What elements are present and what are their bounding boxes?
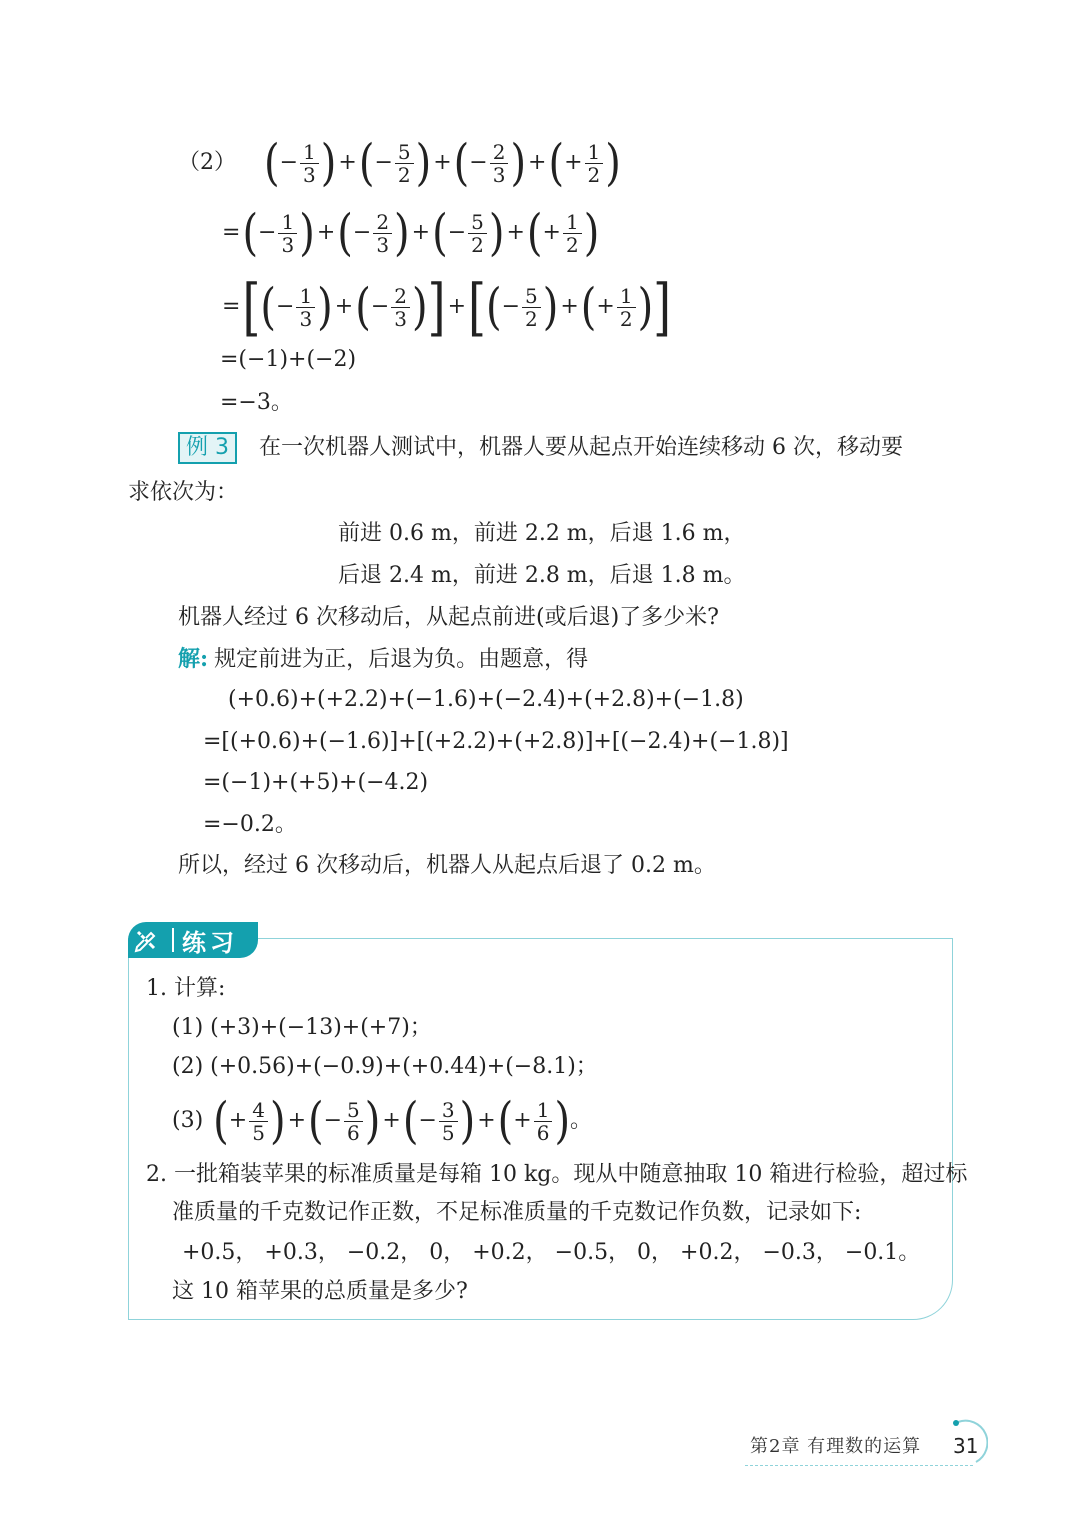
exercise-header — [128, 922, 258, 958]
fraction: $\frac{2}{3}$ — [373, 211, 392, 256]
exercise-title: 练习 — [182, 928, 238, 957]
solution-intro: 解: 规定前进为正，后退为负。由题意，得 — [178, 646, 589, 672]
example3-conclusion: 所以，经过 6 次移动后，机器人从起点后退了 0.2 m。 — [178, 853, 716, 878]
exercise-q2-c: 这 10 箱苹果的总质量是多少? — [172, 1279, 468, 1304]
part2-line1: （2） ( − $\frac{1}{3}$ ) + ( − $\frac{5}{2}$ ) + ( − $\frac{2}{3}$ ) + ( + $\frac{1}{2}$ ) — [178, 134, 621, 192]
fraction: $\frac{3}{5}$ — [439, 1099, 458, 1144]
fraction: $\frac{5}{2}$ — [522, 285, 541, 330]
fraction: $\frac{1}{2}$ — [585, 141, 604, 186]
fraction: $\frac{4}{5}$ — [249, 1099, 268, 1144]
chapter-title: 第2章 有理数的运算 — [750, 1436, 922, 1457]
example-tag: 例 3 — [178, 432, 237, 464]
exercise-q2-data: +0.5， +0.3， −0.2， 0， +0.2， −0.5， 0， +0.2， −0.3， −0.1。 — [182, 1240, 921, 1265]
part2-line4: =(−1)+(−2) — [220, 347, 357, 372]
fraction: $\frac{2}{3}$ — [490, 141, 509, 186]
calc-line3: =(−1)+(+5)+(−4.2) — [203, 770, 429, 795]
calc-line4: =−0.2。 — [203, 812, 297, 837]
exercise-q1-1: (1) (+3)+(−13)+(+7)； — [172, 1015, 432, 1040]
pencil-ruler-icon — [128, 922, 164, 958]
calc-line1: (+0.6)+(+2.2)+(−1.6)+(−2.4)+(+2.8)+(−1.8) — [228, 687, 744, 712]
part2-line3: = [ ( − $\frac{1}{3}$ ) + ( − $\frac{2}{3}$ ) ] + [ ( − $\frac{5}{2}$ ) + ( + $\frac{1}{2}$ ) ] — [222, 270, 672, 344]
exercise-q1-3: (3) ( + $\frac{4}{5}$ ) + ( − $\frac{5}{6}$ ) + ( − $\frac{3}{5}$ ) + ( + $\frac{1}{6}$ ) 。 — [172, 1092, 593, 1150]
exercise-q2-a: 2. 一批箱装苹果的标准质量是每箱 10 kg。现从中随意抽取 10 箱进行检验，超过标 — [146, 1162, 968, 1187]
footer-divider — [745, 1465, 973, 1466]
fraction: $\frac{5}{2}$ — [395, 141, 414, 186]
calc-line2: =[(+0.6)+(−1.6)]+[(+2.2)+(+2.8)]+[(−2.4)+(−1.8)] — [203, 729, 789, 754]
example3-moves2: 后退 2.4 m，前进 2.8 m，后退 1.8 m。 — [338, 563, 746, 588]
page-number: 31 — [953, 1434, 979, 1458]
exercise-q1: 1. 计算: — [146, 976, 226, 1001]
fraction: $\frac{2}{3}$ — [391, 285, 410, 330]
exercise-q1-2: (2) (+0.56)+(−0.9)+(+0.44)+(−8.1)； — [172, 1054, 598, 1079]
header-separator — [172, 928, 174, 952]
example3-intro: 例 3 在一次机器人测试中，机器人要从起点开始连续移动 6 次，移动要 — [178, 432, 903, 464]
part2-line5: =−3。 — [220, 390, 293, 415]
footer-arc-icon — [948, 1418, 988, 1466]
fraction: $\frac{1}{6}$ — [534, 1099, 553, 1144]
example3-moves1: 前进 0.6 m，前进 2.2 m，后退 1.6 m， — [338, 521, 746, 546]
fraction: $\frac{1}{3}$ — [300, 141, 319, 186]
fraction: $\frac{5}{2}$ — [468, 211, 487, 256]
solution-label: 解: — [178, 646, 209, 672]
part2-line2: = ( − $\frac{1}{3}$ ) + ( − $\frac{2}{3}$ ) + ( − $\frac{5}{2}$ ) + ( + $\frac{1}{2}$ ) — [222, 204, 600, 262]
fraction: $\frac{1}{3}$ — [278, 211, 297, 256]
exercise-q2-b: 准质量的千克数记作正数，不足标准质量的千克数记作负数，记录如下: — [172, 1200, 862, 1225]
part2-label: （2） — [178, 150, 236, 175]
fraction: $\frac{1}{3}$ — [296, 285, 315, 330]
fraction: $\frac{1}{2}$ — [617, 285, 636, 330]
fraction: $\frac{1}{2}$ — [563, 211, 582, 256]
example3-question: 机器人经过 6 次移动后，从起点前进(或后退)了多少米? — [178, 605, 719, 630]
example3-intro-cont: 求依次为： — [128, 480, 239, 505]
fraction: $\frac{5}{6}$ — [344, 1099, 363, 1144]
